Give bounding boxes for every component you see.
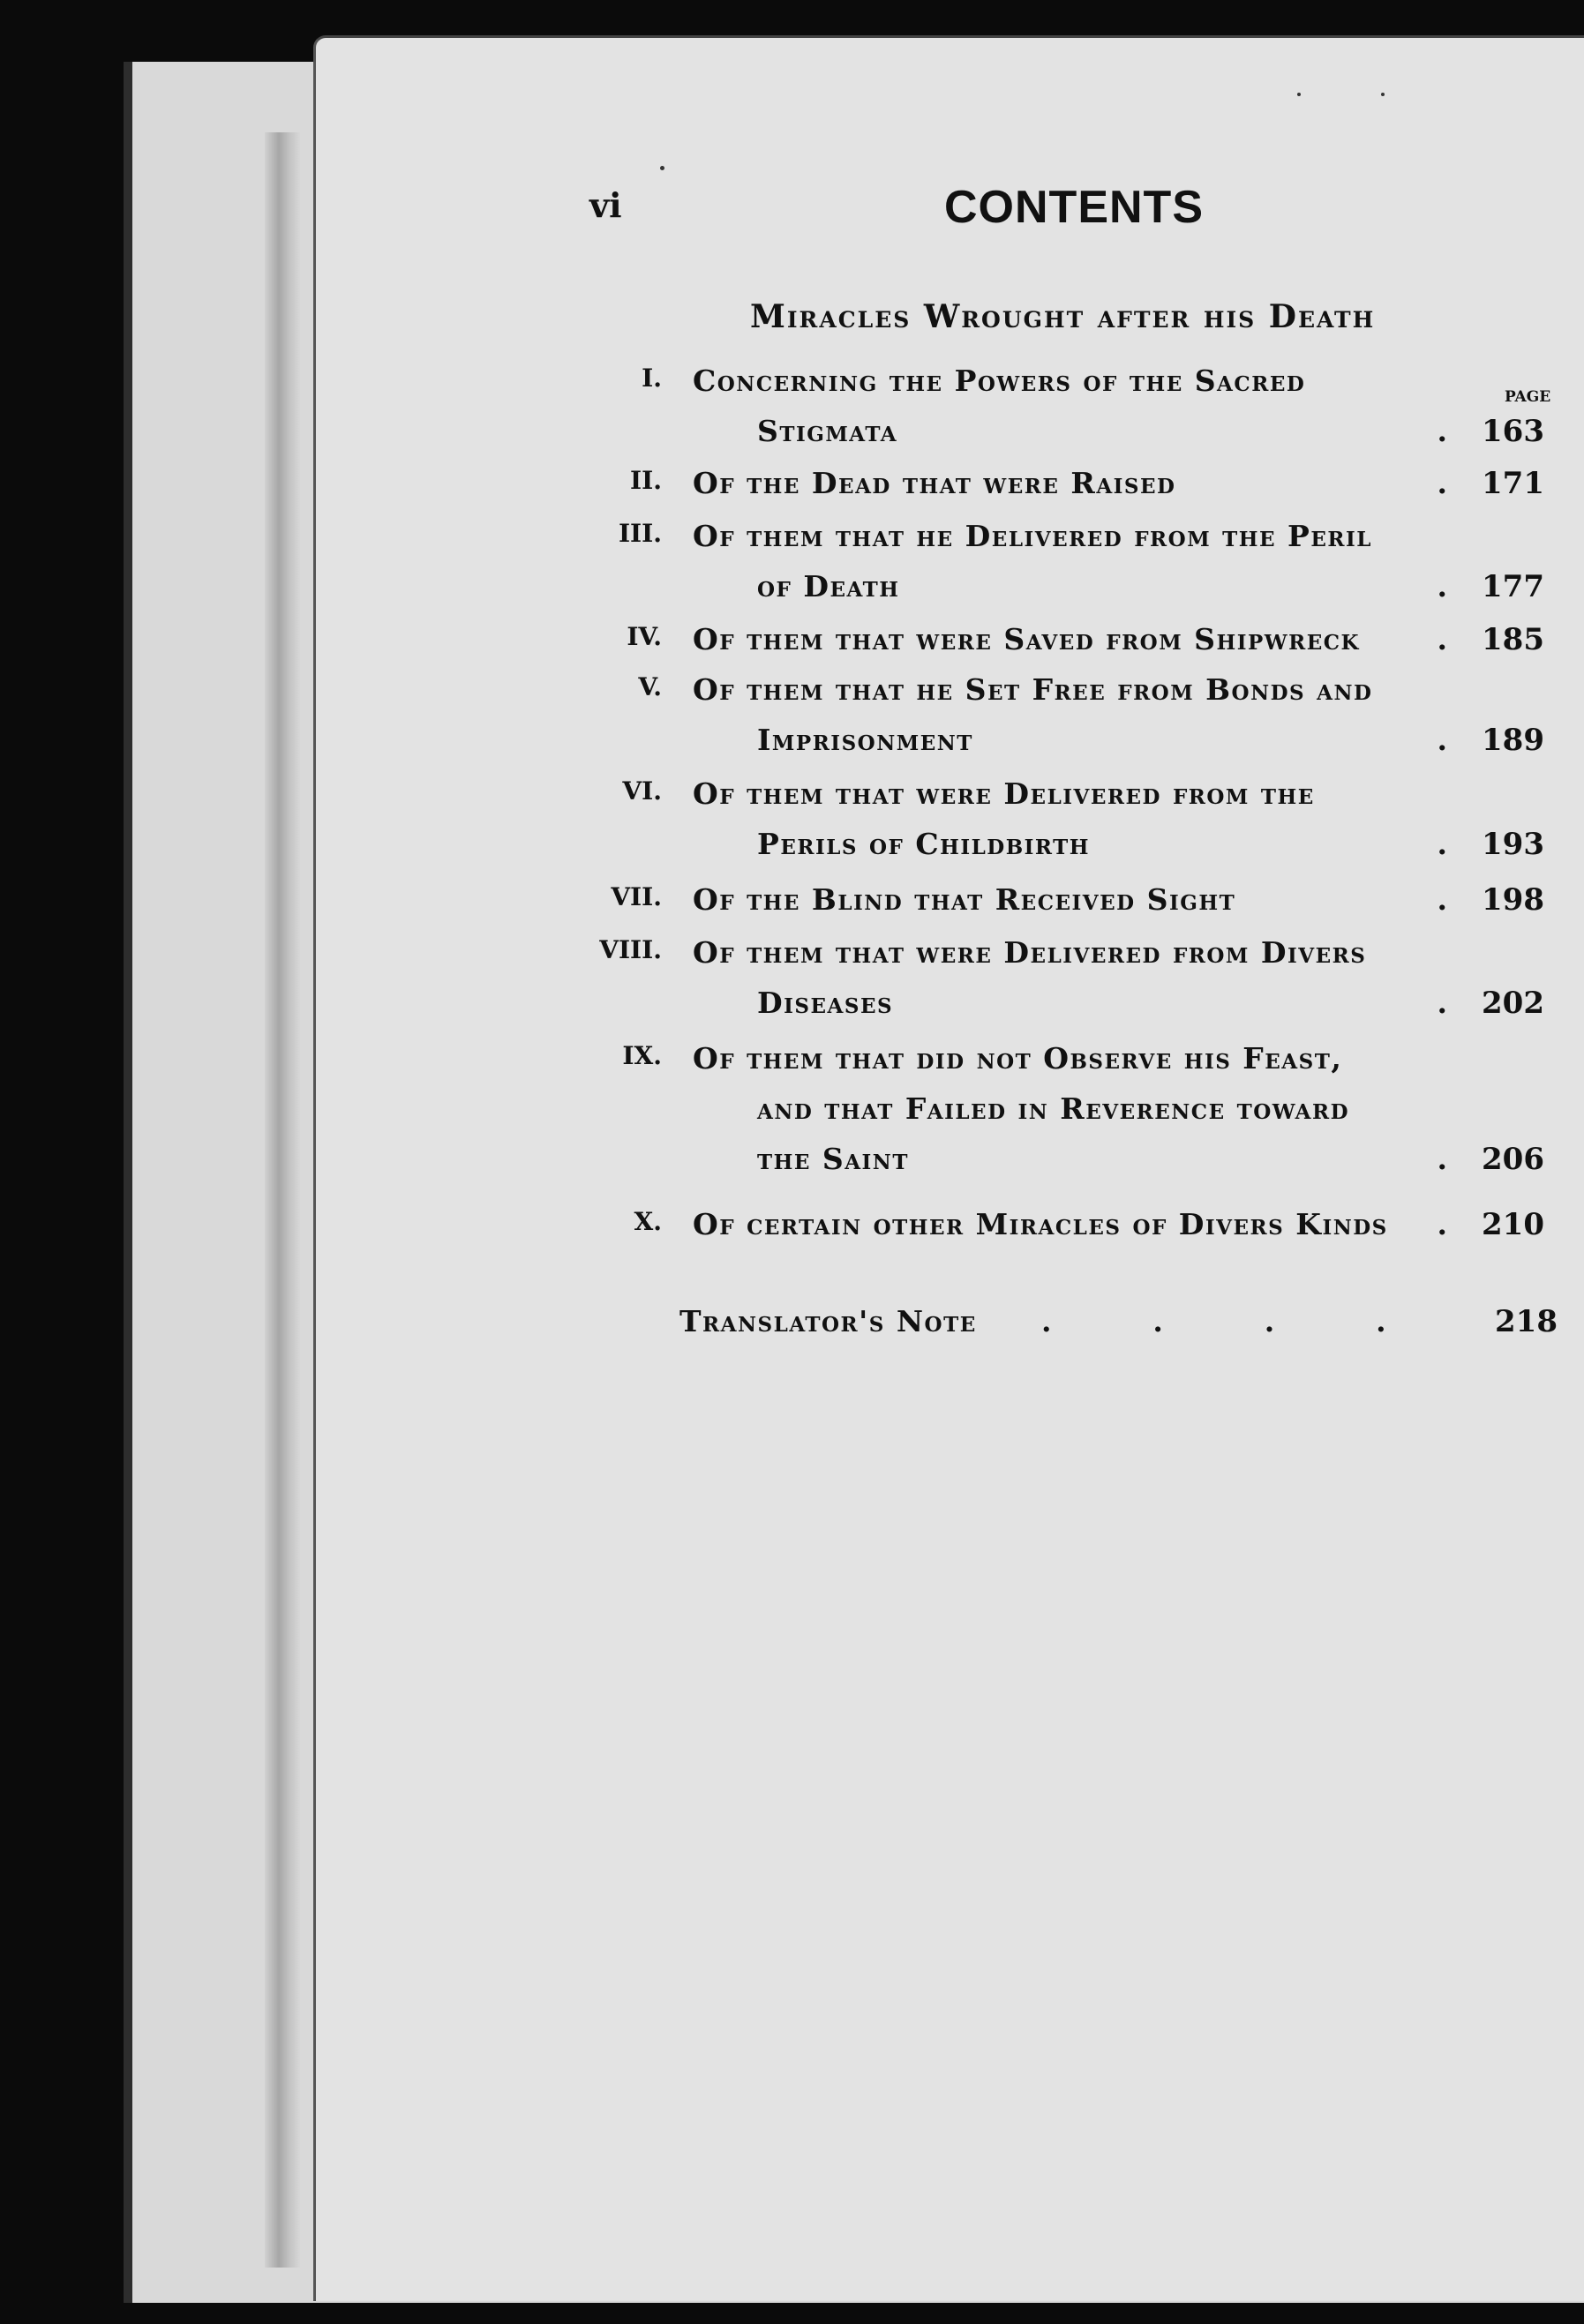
toc-entry-title: the Saint — [757, 1142, 909, 1176]
leader-dots: . — [1437, 827, 1447, 861]
toc-entry — [565, 1207, 1544, 1257]
toc-entry-page: 185 — [1482, 622, 1544, 657]
toc-entry-page: 206 — [1482, 1142, 1544, 1177]
toc-entry — [565, 882, 1544, 933]
toc-entry-page: 198 — [1482, 882, 1544, 918]
toc-entry-page: 177 — [1482, 569, 1544, 604]
page-speck — [1297, 93, 1301, 96]
toc-entry-title: Imprisonment — [757, 723, 973, 757]
toc-entry-title: and that Failed in Reverence toward — [757, 1091, 1350, 1126]
leader-dots: . — [1437, 569, 1447, 603]
toc-entry-number: VII. — [611, 882, 662, 911]
toc-entry-page: 189 — [1482, 723, 1544, 758]
toc-entry-title: Stigmata — [757, 414, 898, 448]
leader-dots: . — [1437, 1207, 1447, 1241]
leader-dots: . — [1437, 723, 1447, 757]
toc-entry-page: 210 — [1482, 1207, 1544, 1242]
toc-entry-title: Of them that he Set Free from Bonds and — [693, 672, 1373, 707]
toc-entry — [565, 935, 1544, 1036]
leader-dots: . — [1437, 882, 1447, 917]
toc-entry-title: Perils of Childbirth — [757, 827, 1090, 861]
toc-entry-title: Diseases — [757, 986, 894, 1020]
toc-entry-number: IX. — [622, 1041, 662, 1070]
toc-entry — [565, 776, 1544, 877]
page-speck — [1381, 93, 1385, 96]
toc-entry-title: Of them that were Delivered from Divers — [693, 935, 1367, 970]
toc-entry — [565, 519, 1544, 619]
toc-entry-title: Of them that did not Observe his Feast, — [693, 1041, 1343, 1076]
toc-entry-title: Of the Blind that Received Sight — [693, 882, 1236, 917]
toc-entry — [565, 1041, 1544, 1192]
toc-entry-title: Concerning the Powers of the Sacred — [693, 364, 1306, 398]
toc-entry — [565, 466, 1544, 516]
section-title: Miracles Wrought after his Death — [750, 298, 1376, 335]
toc-entry-title: Of them that were Delivered from the — [693, 776, 1315, 811]
toc-entry-title: Of them that he Delivered from the Peril — [693, 519, 1372, 553]
page-gutter-shadow — [265, 132, 300, 2268]
translator-note-label: Translator's Note — [679, 1304, 977, 1338]
toc-entry-page: 193 — [1482, 827, 1544, 862]
toc-entry-title: Of certain other Miracles of Divers Kinds — [693, 1207, 1388, 1241]
toc-entry-number: VI. — [622, 776, 662, 806]
toc-entry-title: Of the Dead that were Raised — [693, 466, 1176, 500]
page-column-label: page — [1505, 381, 1551, 407]
toc-entry-number: II. — [630, 466, 662, 495]
toc-entry — [565, 364, 1544, 464]
leader-dots: . — [1437, 1142, 1447, 1176]
toc-entry-page: 202 — [1482, 986, 1544, 1021]
leader-dots: . — [1437, 414, 1447, 448]
toc-entry-page: 171 — [1482, 466, 1544, 501]
translator-note-page: 218 — [1495, 1304, 1558, 1339]
toc-entry-number: VIII. — [599, 935, 662, 964]
toc-entry-number: III. — [618, 519, 662, 548]
toc-entry-number: IV. — [627, 622, 662, 651]
contents-heading: CONTENTS — [944, 182, 1204, 233]
toc-entry-number: X. — [634, 1207, 662, 1236]
page-speck — [660, 166, 664, 170]
toc-entry-number: V. — [638, 672, 662, 701]
toc-entry — [565, 622, 1544, 672]
toc-entry-title: Of them that were Saved from Shipwreck — [693, 622, 1361, 656]
toc-entry — [565, 672, 1544, 773]
toc-entry-title: of Death — [757, 569, 900, 603]
leader-dots: . — [1437, 986, 1447, 1020]
leader-dots: . — [1437, 622, 1447, 656]
page-folio: vi — [589, 185, 622, 225]
leader-dots: . . . . — [1041, 1304, 1386, 1338]
leader-dots: . — [1437, 466, 1447, 500]
toc-entry-number: I. — [642, 364, 662, 393]
toc-entry-page: 163 — [1482, 414, 1544, 449]
